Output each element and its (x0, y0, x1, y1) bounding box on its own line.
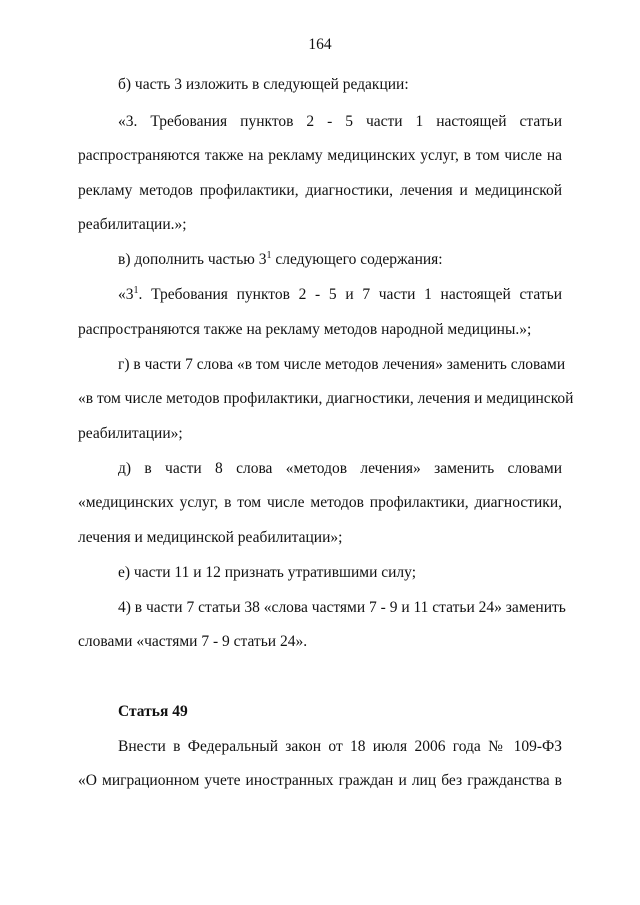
paragraph-g: «в том числе методов профилактики, диагностики, лечения и медицинской (78, 390, 574, 407)
part31-text: . Требования пунктов 2 - 5 и 7 части 1 настоящей статьи (138, 286, 562, 303)
page-number: 164 (308, 36, 332, 53)
part3-text-line: рекламу методов профилактики, диагностики, лечения и медицинской (78, 182, 562, 199)
article-heading: Статья 49 (118, 703, 188, 720)
paragraph-d: лечения и медицинской реабилитации»; (78, 529, 343, 546)
paragraph-g: реабилитации»; (78, 425, 183, 442)
paragraph-g: г) в части 7 слова «в том числе методов лечения» заменить словами (118, 356, 566, 373)
part3-text-line: распространяются также на рекламу медицинских услуг, в том числе на (78, 147, 562, 164)
part31-text: «3 (118, 286, 134, 303)
part3-text-line: реабилитации.»; (78, 216, 187, 233)
superscript: 1 (266, 250, 272, 261)
article-49-text: «О миграционном учете иностранных граждан и лиц без гражданства в (78, 772, 562, 789)
article-49-text: Внести в Федеральный закон от 18 июля 2006 года № 109-ФЗ (118, 738, 562, 755)
paragraph-d: «медицинских услуг, в том числе методов профилактики, диагностики, (78, 494, 562, 511)
part31-text-line: распространяются также на рекламу методов народной медицины.»; (78, 321, 532, 338)
paragraph-e: е) части 11 и 12 признать утратившими силу; (118, 564, 417, 581)
item-4: словами «частями 7 - 9 статьи 24». (78, 633, 308, 650)
paragraph-v (118, 251, 562, 269)
part3-text-line: «3. Требования пунктов 2 - 5 части 1 настоящей статьи (118, 113, 562, 130)
paragraph-d: д) в части 8 слова «методов лечения» заменить словами (118, 460, 562, 477)
superscript: 1 (133, 285, 139, 296)
paragraph-v-text: в) дополнить частью 3 (118, 251, 267, 268)
part31-text-line (118, 286, 562, 304)
item-4: 4) в части 7 статьи 38 «слова частями 7 - 9 и 11 статьи 24» заменить (118, 599, 566, 616)
paragraph-v-text: следующего содержания: (271, 251, 443, 268)
paragraph-b: б) часть 3 изложить в следующей редакции: (118, 76, 409, 93)
